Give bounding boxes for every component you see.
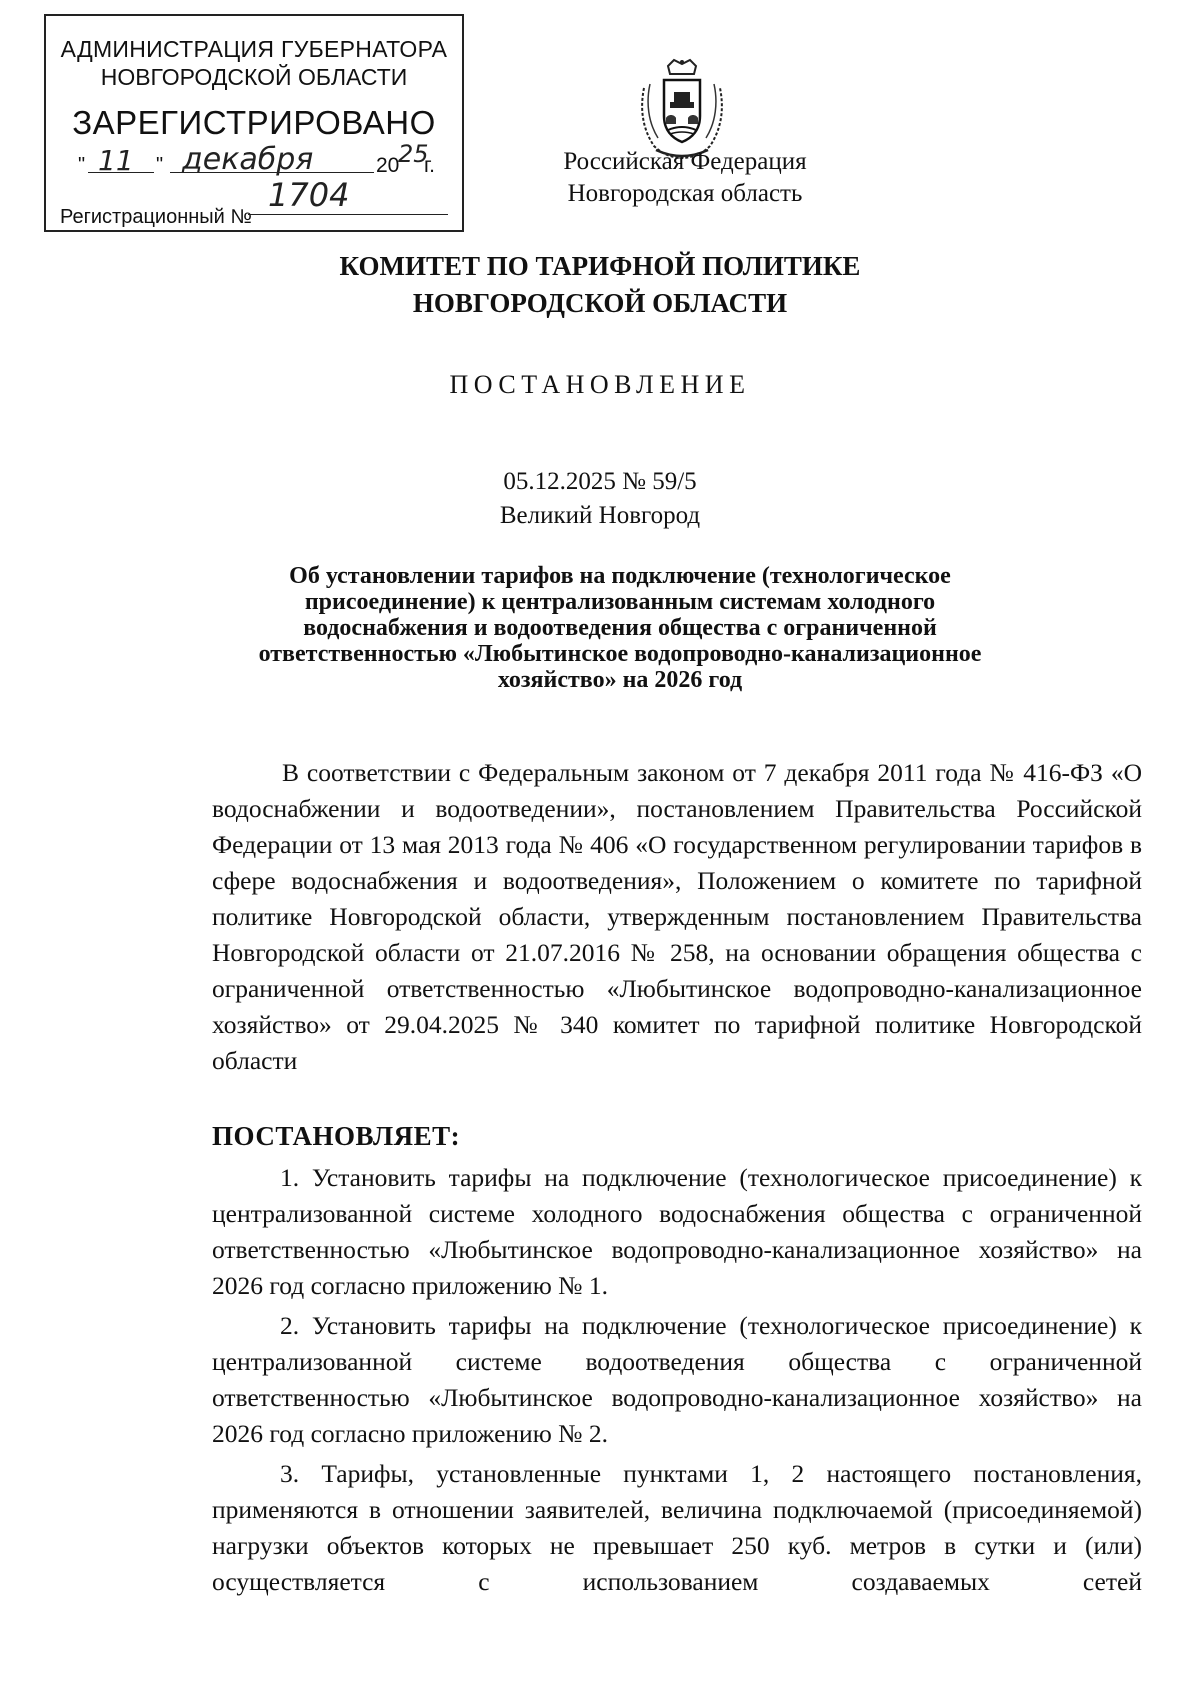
stamp-year-unit: г. [424,154,435,177]
document-date-number: 05.12.2025 № 59/5 [503,468,697,495]
decree-word: ПОСТАНОВЛЯЕТ: [212,1121,461,1151]
decree-items [212,1160,1142,1600]
stamp-quote-open: " [78,154,86,176]
stamp-registered: ЗАРЕГИСТРИРОВАНО [72,104,436,141]
stamp-registration-line [60,206,252,229]
decree-item-2: 2. Установить тарифы на подключение (технологическое присоединение) к централизованной системе водоотведения общества с ограниченной ответственностью «Любытинское водопроводно-канализационное хозяйство» на 2026 год согласно приложению № 2. [212,1311,1142,1448]
committee-title-text: КОМИТЕТ ПО ТАРИФНОЙ ПОЛИТИКЕ НОВГОРОДСКОЙ ОБЛАСТИ [339,251,861,318]
committee-title [0,248,1200,322]
decree-item-1: 1. Установить тарифы на подключение (технологическое присоединение) к централизованной системе холодного водоснабжения общества с ограниченной ответственностью «Любытинское водопроводно-канализационное хозяйство» на 2026 год согласно приложению № 1. [212,1163,1142,1300]
coat-of-arms-emblem [636,58,728,160]
document-subject: Об установлении тарифов на подключение (технологическое присоединение) к централизованным системам холодного водоснабжения и водоотведения общества с ограниченной ответственностью «Любытинское водопроводно-канализационное хозяйство» на 2026 год [258,563,982,693]
document-body [212,755,1142,1079]
header-region: Новгородская область [567,180,803,207]
header-country: Российская Федерация [563,148,807,175]
stamp-line-2: НОВГОРОДСКОЙ ОБЛАСТИ [100,64,408,90]
decree-item-3: 3. Тарифы, установленные пунктами 1, 2 настоящего постановления, применяются в отношении заявителей, величина подключаемой (присоединяемой) нагрузки объектов которых не превышает 250 куб. метров в сутки и (или) осуществляется с использованием создаваемых сетей [212,1459,1142,1596]
stamp-month: декабря [182,142,314,177]
registration-stamp [44,14,464,232]
stamp-day-underline [88,172,154,173]
stamp-year-prefix: 20 [376,154,400,177]
stamp-quote-close: " [156,154,164,176]
stamp-year-suffix: 25 [398,140,429,168]
document-type: ПОСТАНОВЛЕНИЕ [449,370,751,399]
stamp-line-1: АДМИНИСТРАЦИЯ ГУБЕРНАТОРА [60,36,448,62]
stamp-day: 11 [98,144,134,177]
stamp-reg-number: 1704 [268,176,350,214]
stamp-reg-underline [248,214,448,215]
document-city: Великий Новгород [499,502,701,529]
stamp-reg-label: Регистрационный № [60,206,252,228]
stamp-month-underline [170,172,374,173]
preamble-paragraph: В соответствии с Федеральным законом от 7 декабря 2011 года № 416-ФЗ «О водоснабжении и водоотведении», постановлением Правительства Российской Федерации от 13 мая 2013 года № 406 «О государственном регулировании тарифов в сфере водоснабжения и водоотведения», Положением о комитете по тарифной политике Новгородской области, утвержденным постановлением Правительства Новгородской области от 21.07.2016 № 258, на основании обращения общества с ограниченной ответственностью «Любытинское водопроводно-канализационное хозяйство» от 29.04.2025 № 340 комитет по тарифной политике Новгородской области [212,758,1142,1075]
